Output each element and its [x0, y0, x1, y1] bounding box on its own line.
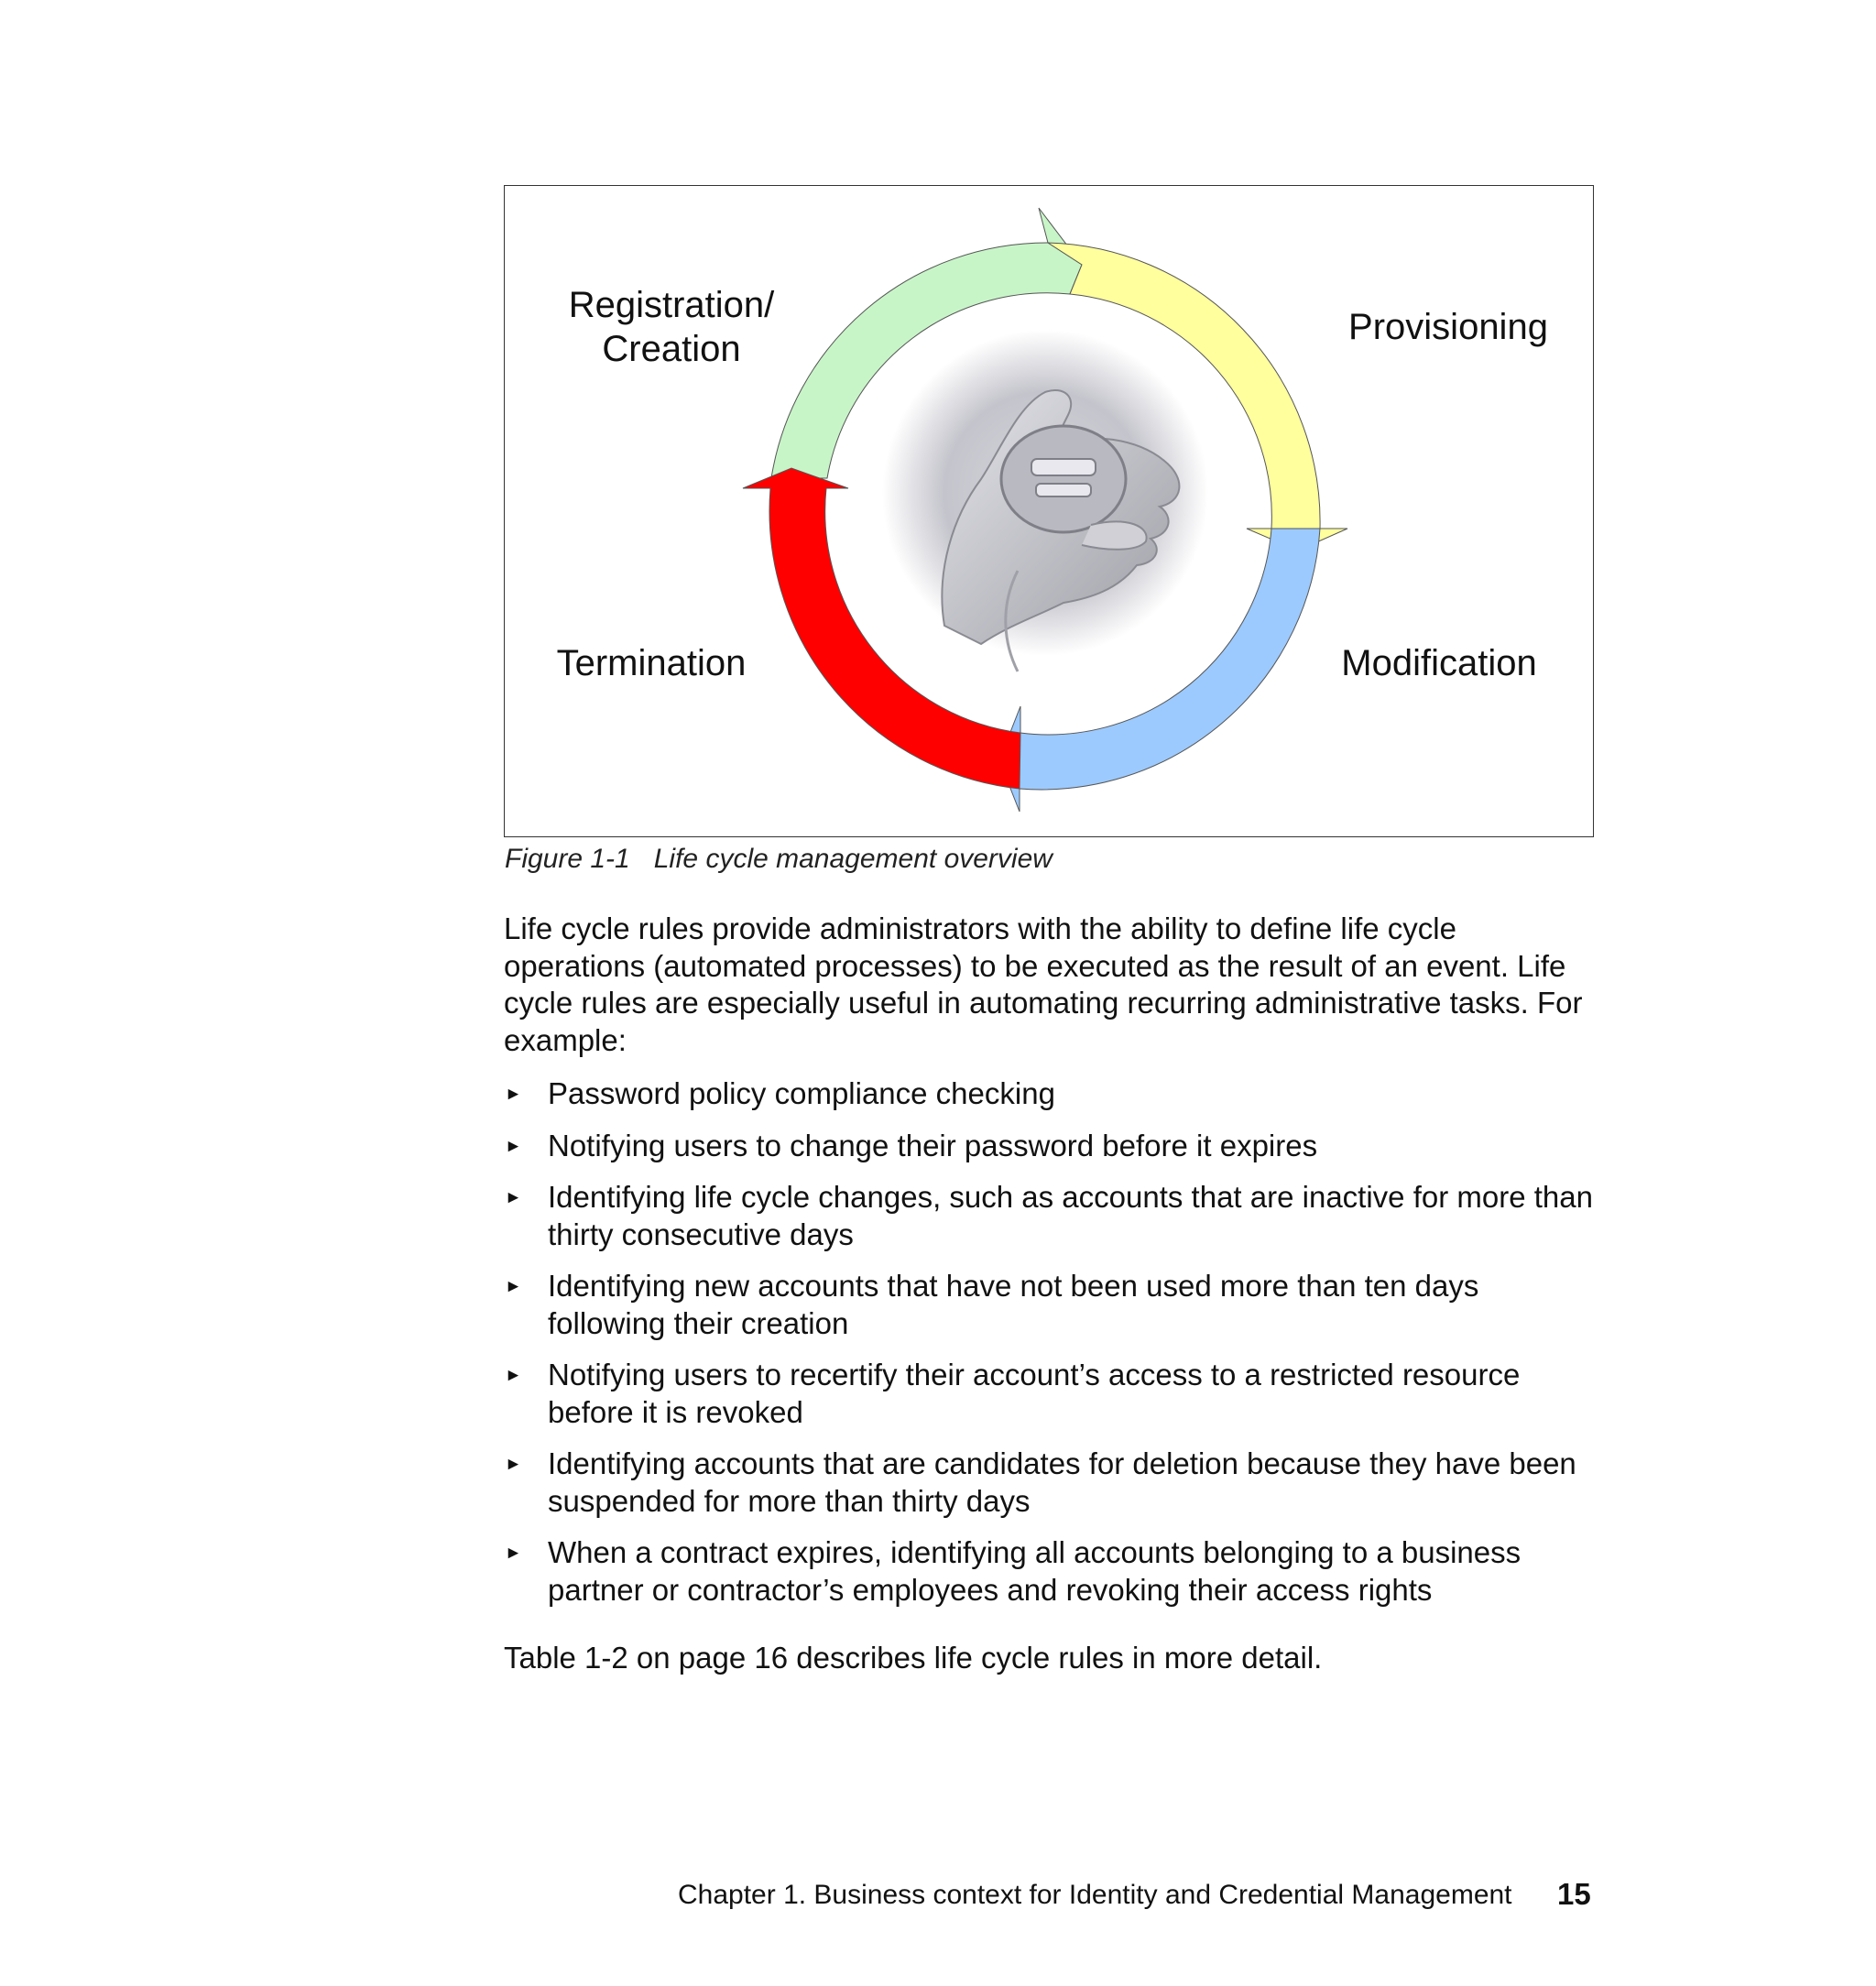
provisioning-label: Provisioning [1348, 307, 1548, 347]
list-item-text: Notifying users to recertify their account’s access to a restricted resource before it is revoked [548, 1358, 1521, 1429]
termination-label: Termination [556, 643, 747, 683]
list-item-text: Password policy compliance checking [548, 1076, 1055, 1110]
list-item [504, 1357, 1603, 1431]
bullet-arrow-icon: ► [505, 1085, 522, 1104]
list-item [504, 1179, 1603, 1253]
intro-paragraph: Life cycle rules provide administrators with the ability to define life cycle operations (automated processes) to be executed as the result of an event. Life cycle rules are especially useful in automating recurring administrative tasks. For example: [504, 911, 1583, 1057]
list-item-text: Notifying users to change their password before it expires [548, 1128, 1318, 1162]
modification-label: Modification [1341, 643, 1537, 683]
list-item [504, 1446, 1603, 1520]
list-item [504, 1268, 1603, 1342]
bullet-arrow-icon: ► [505, 1188, 522, 1207]
list-item-text: Identifying accounts that are candidates for deletion because they have been suspended for more than thirty days [548, 1446, 1576, 1518]
registration-label-text: Registration/ Creation [568, 285, 775, 369]
list-item-text: Identifying new accounts that have not been used more than ten days following their creation [548, 1269, 1479, 1340]
bullet-arrow-icon: ► [505, 1136, 522, 1156]
list-item-text: When a contract expires, identifying all accounts belonging to a business partner or contractor’s employees and revoking their access rights [548, 1535, 1522, 1607]
figure-caption [505, 844, 1053, 875]
lifecycle-figure [504, 185, 1594, 837]
bullet-arrow-icon: ► [505, 1277, 522, 1296]
list-item [504, 1075, 1603, 1113]
page-number: 15 [1557, 1877, 1591, 1911]
bullet-arrow-icon: ► [505, 1544, 522, 1563]
registration-creation-label [534, 283, 809, 371]
closing-paragraph: Table 1-2 on page 16 describes life cycle rules in more detail. [504, 1641, 1323, 1675]
figure-caption-text: Life cycle management overview [653, 844, 1053, 874]
figure-caption-number: Figure 1-1 [505, 844, 630, 874]
list-item-text: Identifying life cycle changes, such as accounts that are inactive for more than thirty consecutive days [548, 1180, 1593, 1251]
bullet-arrow-icon: ► [505, 1366, 522, 1385]
list-item [504, 1128, 1603, 1165]
hand-holding-stopwatch-icon [882, 330, 1208, 671]
bullet-arrow-icon: ► [505, 1455, 522, 1474]
list-item [504, 1534, 1603, 1609]
footer-chapter-title: Chapter 1. Business context for Identity and Credential Management [678, 1880, 1512, 1910]
lifecycle-rule-examples-list [504, 1075, 1603, 1623]
